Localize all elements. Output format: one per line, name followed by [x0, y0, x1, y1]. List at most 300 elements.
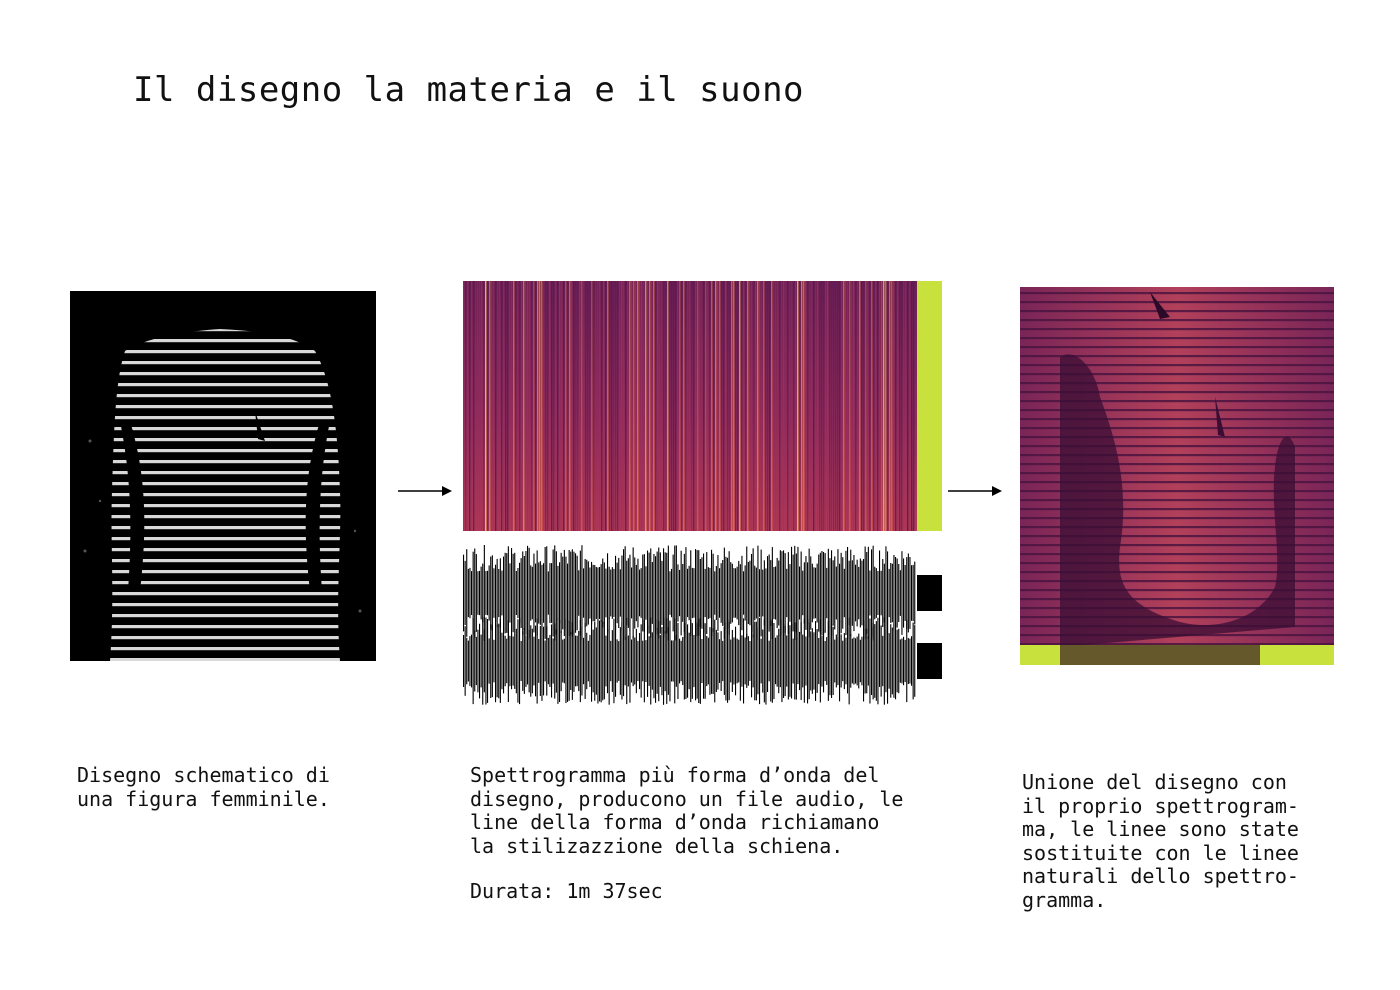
waveform-bar [850, 550, 851, 637]
waveform-bar [807, 562, 808, 623]
waveform-bar [762, 630, 763, 693]
spectrogram-streak [733, 281, 734, 531]
waveform-bar [865, 628, 866, 693]
spectrogram-streak [887, 281, 888, 531]
waveform-bar [746, 547, 747, 640]
waveform-bar [597, 568, 598, 619]
spectrogram-streak [525, 281, 526, 531]
waveform-bar [530, 565, 531, 620]
waveform-bar [900, 639, 901, 682]
waveform-bar [658, 621, 659, 701]
waveform-bar [657, 552, 658, 635]
waveform-bar [905, 565, 906, 621]
waveform-bar [914, 562, 915, 625]
waveform-bar [509, 563, 510, 622]
spectrogram-streak [819, 281, 820, 531]
waveform-bar [743, 618, 744, 703]
waveform-bar [649, 553, 650, 634]
spectrogram-streak [747, 281, 748, 531]
spectrogram-streak [473, 281, 474, 531]
waveform-bar [724, 548, 725, 639]
spectrogram-streak [475, 281, 476, 531]
waveform-bar [788, 623, 789, 700]
waveform-bar [733, 568, 734, 618]
waveform-bar [693, 568, 694, 618]
waveform-bar [553, 638, 554, 683]
waveform-bar [761, 550, 762, 637]
waveform-bar [877, 571, 878, 615]
spectrogram-streak [793, 281, 794, 531]
spectrogram-streak [913, 281, 914, 531]
spectrogram-streak [825, 281, 826, 531]
waveform-bar [501, 571, 502, 616]
spectrogram-streak [517, 281, 518, 531]
waveform-bar [770, 560, 771, 626]
spectrogram-streak [783, 281, 784, 531]
waveform-bar [554, 623, 555, 698]
waveform-bar [737, 639, 738, 684]
waveform-bar [701, 639, 702, 683]
waveform-bar [745, 565, 746, 620]
waveform-bar [762, 570, 763, 617]
waveform-bar [889, 569, 890, 617]
waveform-bar [474, 549, 475, 638]
waveform-bar [895, 557, 896, 629]
spectrogram-streak [633, 281, 634, 531]
spectrogram-streak [671, 281, 672, 531]
spectrogram-streak [737, 281, 738, 531]
waveform-bar [860, 640, 861, 683]
waveform-bar [498, 569, 499, 617]
waveform-bar [581, 627, 582, 696]
waveform-bar [565, 619, 566, 703]
waveform-bar [721, 631, 722, 691]
waveform-bar [671, 569, 672, 617]
waveform-bar [485, 571, 486, 615]
waveform-bar [492, 555, 493, 631]
waveform-bar [871, 549, 872, 636]
spectrogram-streak [855, 281, 856, 531]
waveform-bar [817, 564, 818, 623]
spectrogram-streak [729, 281, 730, 531]
waveform-bar [906, 620, 907, 702]
waveform-bar [778, 561, 779, 626]
waveform-bar [522, 631, 523, 691]
waveform-bar [631, 568, 632, 619]
waveform-bar [674, 619, 675, 704]
waveform-bar [657, 628, 658, 694]
waveform-bar [549, 563, 550, 623]
waveform-bar [876, 568, 877, 618]
spectrogram-streak [879, 281, 880, 531]
spectrogram-streak [545, 281, 546, 531]
waveform-bar [661, 561, 662, 625]
waveform-bar [735, 568, 736, 617]
waveform-bar [857, 560, 858, 627]
waveform-bar [541, 565, 542, 621]
waveform-bar [793, 555, 794, 632]
waveform-bar [482, 564, 483, 623]
waveform-bar [825, 641, 826, 681]
waveform-bar [801, 622, 802, 700]
waveform-bar [818, 555, 819, 632]
spectrogram-streak [643, 281, 644, 531]
spectrogram-streak [771, 281, 772, 531]
waveform-bar [468, 569, 469, 617]
waveform-bar [537, 619, 538, 704]
waveform-bar [479, 624, 480, 699]
spectrogram-streak [837, 281, 838, 531]
waveform-bar [777, 558, 778, 628]
spectrogram-streak [595, 281, 596, 531]
waveform-bar [820, 620, 821, 703]
waveform-bar [615, 556, 616, 630]
spectrogram-streak [479, 281, 480, 531]
waveform-bar [783, 550, 784, 635]
spectrogram-streak [531, 281, 532, 531]
waveform-bar [553, 550, 554, 637]
waveform-bar [685, 623, 686, 699]
waveform-bar [698, 619, 699, 703]
waveform-bar [597, 619, 598, 704]
spectrogram-streak [829, 281, 830, 531]
arrow-right-icon [948, 484, 1002, 498]
waveform-bar [653, 624, 654, 699]
spectrogram-streak [559, 281, 560, 531]
waveform-bar [692, 568, 693, 618]
waveform-bar [789, 625, 790, 697]
waveform-bar [489, 638, 490, 683]
waveform-bar [586, 560, 587, 627]
waveform-bar [538, 562, 539, 623]
waveform-bar [633, 636, 634, 686]
waveform-bar [529, 548, 530, 638]
spectrogram-streak [615, 281, 616, 531]
spectrogram-streak [681, 281, 682, 531]
spectrogram-streak [649, 281, 650, 531]
waveform-bar [505, 636, 506, 686]
spectrogram-streak [605, 281, 606, 531]
waveform-bar [498, 624, 499, 699]
spectrogram-caption: Spettrogramma più forma d’onda del disegno, producono un file audio, le line della forma d’onda richiamano la stilizazzione della schiena. [470, 763, 904, 858]
spectrogram-streak [893, 281, 894, 531]
waveform-bar [860, 559, 861, 628]
waveform-bar [564, 639, 565, 684]
waveform-bar [716, 566, 717, 620]
spectrogram-streak [889, 281, 890, 531]
waveform-bar [570, 632, 571, 690]
waveform-bar [561, 631, 562, 691]
spectrogram-streak [487, 281, 488, 531]
spectrogram-streak [653, 281, 654, 531]
spectrogram-streak [689, 281, 690, 531]
waveform-bar [746, 634, 747, 688]
spectrogram-streak [621, 281, 622, 531]
spectrogram-streak [883, 281, 884, 531]
waveform-bar [719, 639, 720, 683]
waveform-bar [729, 622, 730, 700]
waveform-bar [785, 626, 786, 696]
waveform-bar [567, 564, 568, 623]
spectrogram-streak [799, 281, 800, 531]
waveform-bar [829, 627, 830, 695]
waveform-bar [509, 636, 510, 686]
waveform-bar [575, 636, 576, 687]
waveform-bar [730, 640, 731, 683]
waveform-bar [634, 557, 635, 628]
waveform-bar [898, 629, 899, 693]
spectrogram-streak [857, 281, 858, 531]
waveform-bar [522, 551, 523, 634]
spectrogram-streak [603, 281, 604, 531]
waveform-bar [548, 638, 549, 684]
waveform-bar [730, 562, 731, 624]
spectrogram-streak [607, 281, 608, 531]
waveform-bar [505, 553, 506, 634]
waveform-bar [844, 633, 845, 689]
spectrogram-streak [755, 281, 756, 531]
spectrogram-streak [817, 281, 818, 531]
spectrogram-streak [601, 281, 602, 531]
spectrogram-streak [657, 281, 658, 531]
waveform-bar [538, 639, 539, 683]
waveform-bar [799, 632, 800, 690]
spectrogram-streak [645, 281, 646, 531]
waveform-bar [852, 639, 853, 684]
waveform-bar [749, 641, 750, 681]
waveform-bar [577, 636, 578, 687]
waveform-bar [793, 639, 794, 684]
waveform-bar [687, 624, 688, 697]
waveform-bar [612, 567, 613, 619]
spectrogram-streak [795, 281, 796, 531]
spectrogram-streak [875, 281, 876, 531]
waveform-bar [610, 570, 611, 617]
waveform-bar [605, 569, 606, 618]
waveform-bar [663, 617, 664, 705]
spectrogram-streak [541, 281, 542, 531]
waveform-bar [665, 631, 666, 691]
spectrogram-streak [909, 281, 910, 531]
waveform-bar [585, 559, 586, 627]
spectrogram-streak [587, 281, 588, 531]
union-caption: Unione del disegno con il proprio spettrogram- ma, le linee sono state sostituite con le linee naturali dello spettro- gramma. [1022, 770, 1299, 912]
spectrogram-streak [503, 281, 504, 531]
waveform-bar [636, 565, 637, 621]
waveform-bar [847, 629, 848, 694]
waveform-bar [825, 553, 826, 633]
waveform-bar [559, 562, 560, 623]
waveform-bar [866, 629, 867, 694]
waveform-bar [463, 635, 464, 687]
spectrogram-streak [727, 281, 728, 531]
waveform-bar [569, 621, 570, 701]
waveform-bar [740, 564, 741, 622]
spectrogram-streak [743, 281, 744, 531]
waveform-bar [717, 632, 718, 689]
waveform-bar [525, 635, 526, 687]
waveform-bar [796, 554, 797, 633]
waveform-bar [647, 625, 648, 697]
waveform-bar [908, 638, 909, 684]
waveform-bar [911, 636, 912, 686]
waveform-bar [562, 640, 563, 683]
waveform-bar [471, 635, 472, 688]
waveform-bar [588, 641, 589, 682]
spectrogram-streak [807, 281, 808, 531]
spectrogram-streak [471, 281, 472, 531]
spectrogram-streak [845, 281, 846, 531]
waveform-bar [564, 550, 565, 636]
waveform-bar [705, 623, 706, 699]
waveform-bar [500, 558, 501, 627]
waveform-bar [754, 622, 755, 701]
waveform-bar [660, 635, 661, 687]
waveform-bar [697, 623, 698, 698]
spectrogram-streak [749, 281, 750, 531]
waveform-bar [895, 623, 896, 700]
spectrogram-streak [775, 281, 776, 531]
waveform-bar [869, 571, 870, 616]
waveform-bar [889, 633, 890, 689]
spectrogram-streak [685, 281, 686, 531]
waveform-bar [497, 559, 498, 627]
spectrogram-streak [505, 281, 506, 531]
spectrogram-streak [465, 281, 466, 531]
waveform-bar [709, 627, 710, 695]
waveform-bar [794, 623, 795, 700]
waveform-bar [676, 635, 677, 687]
spectrogram-streak [853, 281, 854, 531]
waveform-bar [511, 548, 512, 638]
waveform-bar [898, 564, 899, 622]
spectrogram-streak [589, 281, 590, 531]
spectrogram-streak [721, 281, 722, 531]
spectrogram-streak [477, 281, 478, 531]
waveform-bar [516, 629, 517, 694]
waveform-bar [495, 565, 496, 622]
waveform-bar [637, 559, 638, 628]
spectrogram-streak [903, 281, 904, 531]
waveform-bar [711, 550, 712, 636]
spectrogram-streak [781, 281, 782, 531]
spectrogram-streak [463, 281, 464, 531]
waveform-bar [861, 561, 862, 626]
waveform-bar [876, 621, 877, 701]
spectrogram-streak [563, 281, 564, 531]
spectrogram-streak [803, 281, 804, 531]
waveform-bar [692, 623, 693, 699]
waveform-bar [764, 620, 765, 703]
waveform-bar [708, 638, 709, 685]
waveform-bar [492, 625, 493, 697]
waveform-bar [557, 618, 558, 704]
spectrogram-streak [625, 281, 626, 531]
spectrogram-streak [513, 281, 514, 531]
waveform-bar [516, 571, 517, 615]
spectrogram-streak [493, 281, 494, 531]
waveform-bar [775, 567, 776, 620]
waveform-bar [677, 564, 678, 621]
waveform-bar [740, 621, 741, 700]
waveform-bar [607, 629, 608, 693]
spectrogram-streak [561, 281, 562, 531]
waveform-bar [887, 618, 888, 704]
waveform-bar [700, 559, 701, 627]
waveform-bar [626, 561, 627, 626]
spectrogram-streak [899, 281, 900, 531]
waveform-bar [761, 639, 762, 684]
waveform-bar [623, 626, 624, 696]
waveform-bar [517, 619, 518, 702]
spectrogram-streak [705, 281, 706, 531]
waveform-bar [813, 567, 814, 618]
spectrogram-streak [619, 281, 620, 531]
spectrogram-streak [839, 281, 840, 531]
waveform-bar [500, 619, 501, 703]
waveform-bar [524, 628, 525, 694]
waveform-bar [524, 556, 525, 630]
waveform-bar [501, 633, 502, 690]
waveform-bar [517, 568, 518, 618]
waveform-bar [530, 625, 531, 696]
spectrogram-streak [627, 281, 628, 531]
spectrogram-streak [751, 281, 752, 531]
waveform-bar [493, 568, 494, 618]
waveform-bar [831, 624, 832, 698]
waveform-bar [770, 621, 771, 702]
spectrogram-streak [669, 281, 670, 531]
waveform-bar [754, 566, 755, 621]
spectrogram-streak [523, 281, 524, 531]
waveform-bar [645, 640, 646, 682]
waveform-bar [519, 563, 520, 623]
spectrogram [463, 281, 942, 531]
waveform-bar [679, 639, 680, 684]
waveform-bar [877, 618, 878, 705]
spectrogram-streak [789, 281, 790, 531]
waveform-bar [532, 629, 533, 694]
spectrogram-streak [533, 281, 534, 531]
waveform-bar [482, 617, 483, 704]
waveform-bar [604, 623, 605, 700]
waveform-bar [684, 623, 685, 700]
waveform-bar [532, 567, 533, 620]
spectrogram-streak [617, 281, 618, 531]
waveform-bar [468, 641, 469, 682]
spectrogram-streak [901, 281, 902, 531]
spectrogram-streak [865, 281, 866, 531]
waveform-bar [711, 628, 712, 694]
waveform-bar [879, 551, 880, 636]
spectrogram-streak [507, 281, 508, 531]
waveform-bar [613, 569, 614, 617]
waveform-bar [666, 618, 667, 704]
waveform-bar [573, 630, 574, 692]
spectrogram-streak [885, 281, 886, 531]
spectrogram-streak [873, 281, 874, 531]
waveform-bar [823, 630, 824, 693]
waveform-bar [625, 637, 626, 686]
spectrogram-streak [571, 281, 572, 531]
spectrogram-streak [725, 281, 726, 531]
waveform-bar [849, 561, 850, 626]
waveform-bar [487, 571, 488, 615]
waveform-bar [757, 628, 758, 695]
waveform-bar [684, 554, 685, 632]
waveform-bar [765, 568, 766, 617]
waveform-bar [617, 639, 618, 682]
